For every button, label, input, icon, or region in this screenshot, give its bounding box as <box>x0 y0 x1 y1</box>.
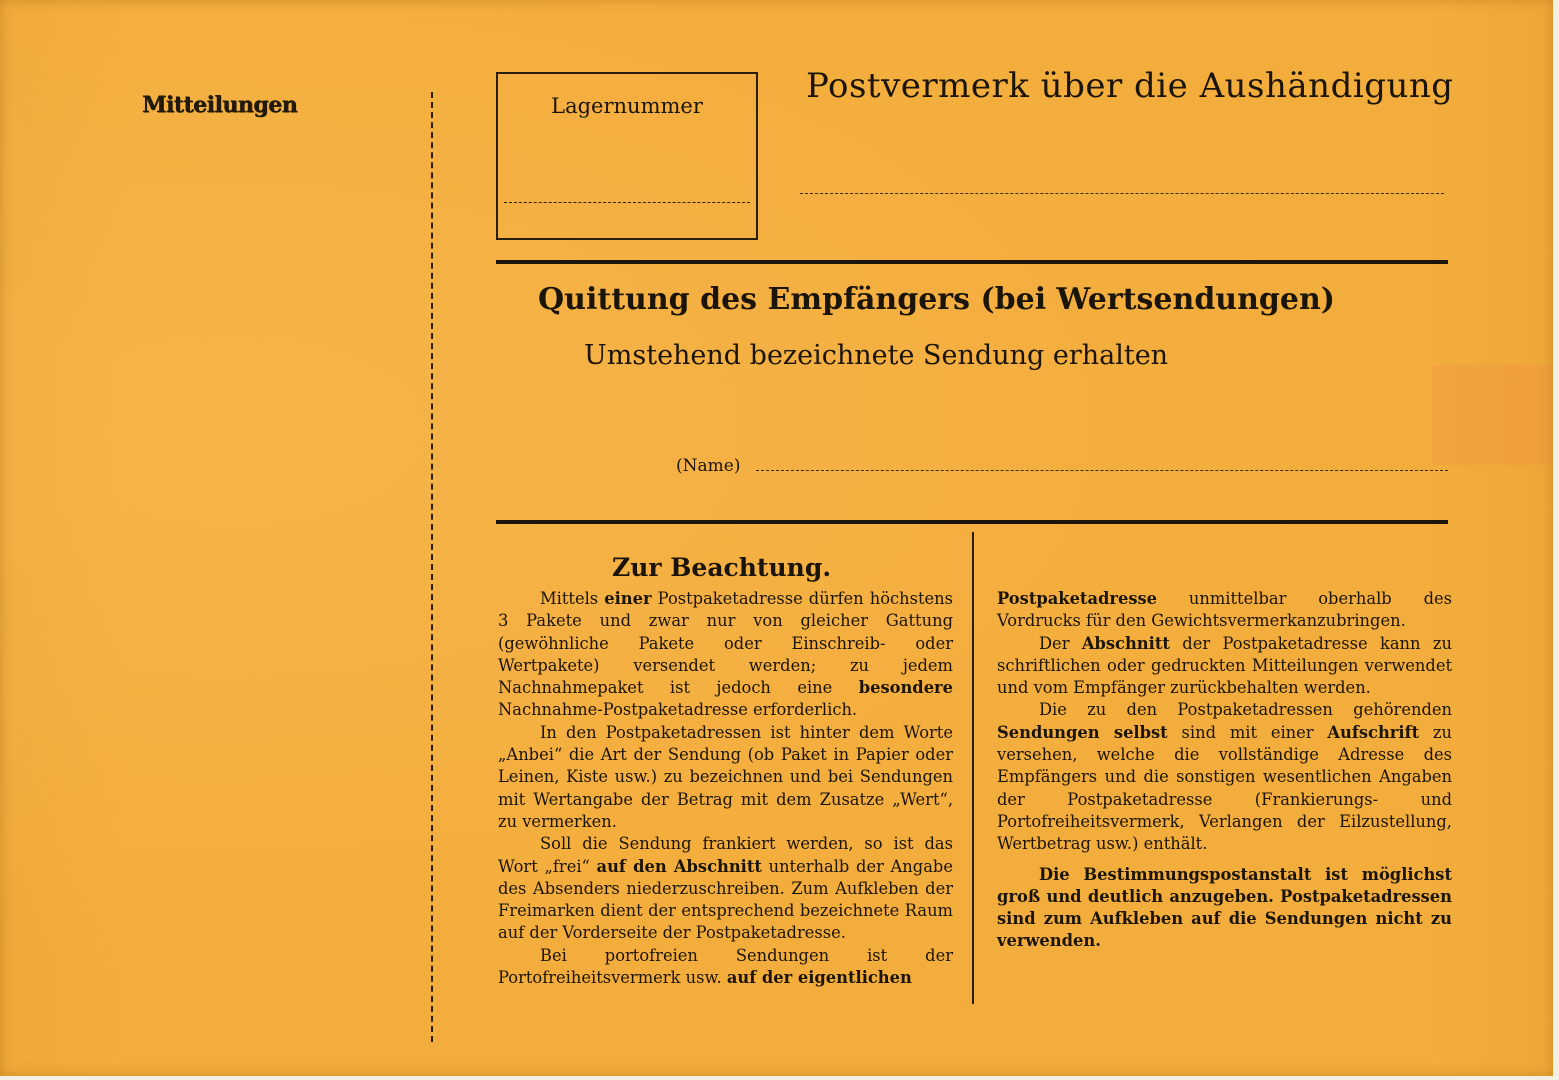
top-divider-rule <box>496 260 1448 264</box>
note-paragraph: Der Abschnitt der Postpaketadresse kann zu schriftlichen oder gedruckten Mitteilungen verwendet und vom Empfänger zurückbehalten werden. <box>997 633 1452 698</box>
umstehend-text: Umstehend bezeichnete Sendung erhalten <box>584 340 1169 371</box>
notes-left-column <box>498 588 953 989</box>
mitteilungen-stamp: Mitteilungen <box>142 92 298 118</box>
note-paragraph-emphasis: Die Bestimmungspostanstalt ist möglichst groß und deutlich anzugeben. Postpaketadressen sind zum Aufkleben auf die Sendungen nicht zu verwenden. <box>997 864 1452 951</box>
lagernummer-dotted-line <box>504 202 750 203</box>
note-paragraph: Soll die Sendung frankiert werden, so ist das Wort „frei“ auf den Abschnitt unterhalb der Angabe des Absenders niederzuschreiben. Zum Aufkleben der Freimarken dient der entsprechend bezeichnete Raum auf der Vorderseite der Postpaketadresse. <box>498 834 953 943</box>
paper-stain <box>1432 365 1552 465</box>
note-paragraph: Postpaketadresse unmittelbar oberhalb des Vordrucks für den Gewichtsvermerkanzubringen. <box>997 589 1452 631</box>
notes-right-column <box>997 588 1452 953</box>
lagernummer-label: Lagernummer <box>551 94 703 118</box>
middle-divider-rule <box>496 520 1448 524</box>
postvermerk-heading: Postvermerk über die Aushändigung <box>806 66 1454 106</box>
quittung-heading: Quittung des Empfängers (bei Wertsendungen) <box>538 282 1335 317</box>
note-paragraph: Bei portofreien Sendungen ist der Portofreiheitsvermerk usw. auf der eigentlichen <box>498 945 953 988</box>
cut-line <box>431 92 433 1042</box>
lagernummer-box <box>496 72 758 240</box>
note-paragraph: Die zu den Postpaketadressen gehörenden Sendungen selbst sind mit einer Aufschrift zu versehen, welche die vollständige Adresse des Empfängers und die sonstigen wesentlichen Angaben der Postpaketadresse (Frankierungs- und Portofreiheitsvermerk, Verlangen der Eilzustellung, Wertbetrag usw.) enthält. <box>997 700 1452 854</box>
notes-heading: Zur Beachtung. <box>612 553 832 582</box>
name-dotted-line <box>756 470 1448 471</box>
note-paragraph: In den Postpaketadressen ist hinter dem Worte „Anbei“ die Art der Sendung (ob Paket in Papier oder Leinen, Kiste usw.) zu bezeichnen und bei Sendungen mit Wertangabe der Betrag mit dem Zusatze „Wert“, zu vermerken. <box>498 722 953 831</box>
postvermerk-dotted-line <box>800 193 1444 194</box>
note-paragraph: Mittels einer Postpaketadresse dürfen höchstens 3 Pakete und zwar nur von gleicher Gattung (gewöhnliche Pakete oder Einschreib- oder Wertpakete) versendet werden; zu jedem Nachnahmepaket ist jedoch eine besondere Nachnahme-Postpaketadresse erforderlich. <box>498 589 953 720</box>
column-divider <box>972 532 974 1004</box>
name-label: (Name) <box>676 456 741 476</box>
